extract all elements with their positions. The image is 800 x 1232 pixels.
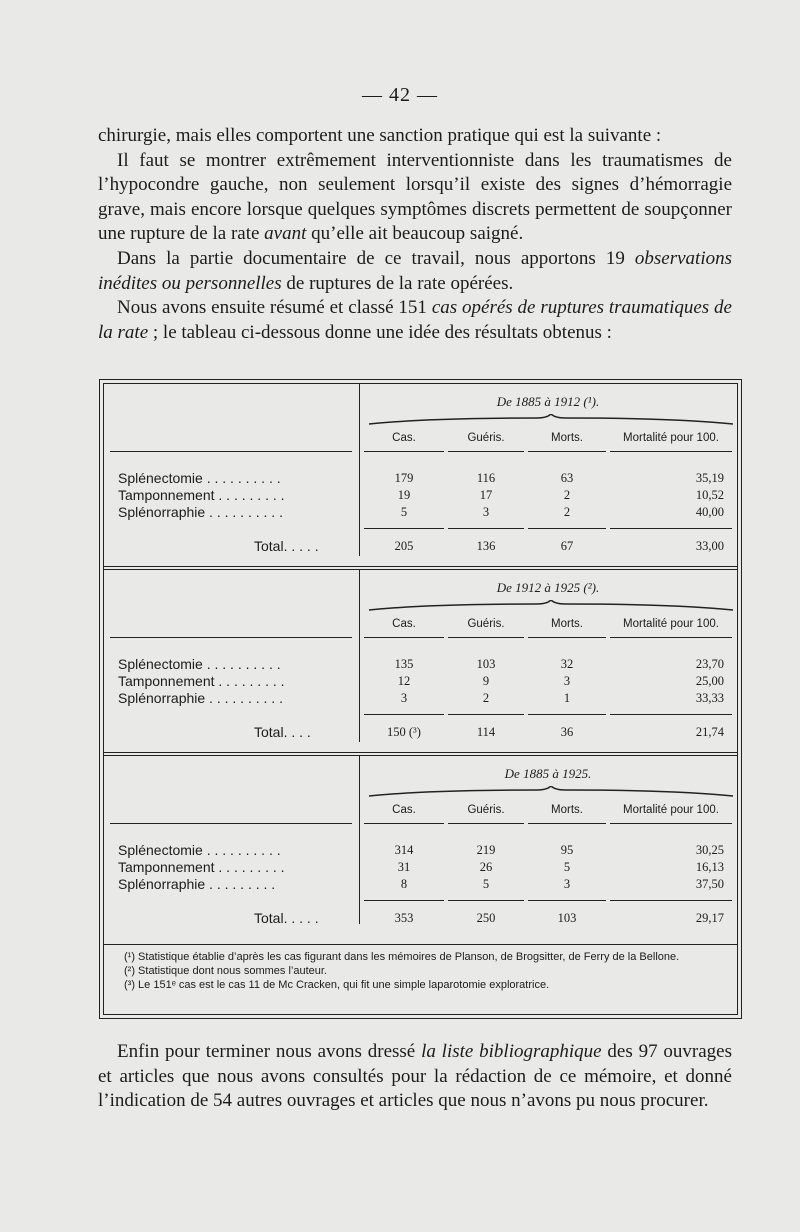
- column-rule: [448, 528, 524, 529]
- column-rule: [528, 528, 606, 529]
- table-cell: 10,52: [695, 488, 724, 502]
- total-cell: 136: [476, 539, 496, 553]
- column-rule: [364, 451, 444, 452]
- column-rule: [448, 451, 524, 452]
- row-label: Tamponnement . . . . . . . . .: [118, 859, 285, 875]
- label-rule: [110, 451, 352, 452]
- total-cell: 150 (³): [387, 725, 421, 739]
- table-cell: 31: [397, 860, 411, 874]
- column-rule: [610, 714, 732, 715]
- table-cell: 19: [397, 488, 411, 502]
- table-cell: 3: [563, 674, 571, 688]
- column-rule: [364, 900, 444, 901]
- table-cell: 40,00: [695, 505, 724, 519]
- table-cell: 37,50: [695, 877, 724, 891]
- row-label: Tamponnement . . . . . . . . .: [118, 487, 285, 503]
- column-rule: [448, 900, 524, 901]
- brace-path: [369, 414, 733, 424]
- table-cell: 30,25: [695, 843, 724, 857]
- section-separator: [104, 752, 737, 753]
- paragraph-4: Nous avons ensuite résumé et classé 151 cas opérés de ruptures traumatiques de la rate ; le tableau ci-dessous donne une idée des résultats obtenus :: [98, 297, 732, 343]
- column-header: Morts.: [551, 432, 583, 444]
- column-header: Cas.: [392, 432, 416, 444]
- paragraph-5: Enfin pour terminer nous avons dressé la liste bibliographique des 97 ouvrages et articles que nous avons consultés pour la rédaction de ce mémoire, et donné l’indication de 54 autres ouvrages et articles que nous n’avons pu nous procurer.: [98, 1041, 732, 1112]
- table-cell: 23,70: [695, 657, 724, 671]
- row-label: Splénectomie . . . . . . . . . .: [118, 842, 281, 858]
- column-rule: [364, 714, 444, 715]
- total-cell: 103: [557, 911, 577, 925]
- paragraph-1: chirurgie, mais elles comportent une sanction pratique qui est la suivante :: [98, 125, 662, 146]
- table-cell: 116: [476, 471, 496, 485]
- table-cell: 17: [479, 488, 493, 502]
- column-rule: [448, 714, 524, 715]
- table-cell: 63: [560, 471, 574, 485]
- brace-path: [369, 600, 733, 610]
- column-rule: [528, 637, 606, 638]
- table-cell: 8: [400, 877, 408, 891]
- column-rule: [364, 528, 444, 529]
- total-cell: 114: [476, 725, 496, 739]
- column-header: Morts.: [551, 804, 583, 816]
- column-header: Cas.: [392, 618, 416, 630]
- column-header: Mortalité pour 100.: [623, 432, 719, 444]
- total-cell: 29,17: [695, 911, 724, 925]
- section-separator: [104, 569, 737, 570]
- table-cell: 103: [476, 657, 496, 671]
- column-rule: [364, 823, 444, 824]
- footnote-1: (¹) Statistique établie d’après les cas figurant dans les mémoires de Planson, de Brogsitter, de Ferry de la Bellone.: [124, 951, 680, 963]
- column-header: Morts.: [551, 618, 583, 630]
- brace-path: [369, 786, 733, 796]
- footnote-2: (²) Statistique dont nous sommes l’auteur.: [124, 965, 327, 977]
- table-cell: 3: [563, 877, 571, 891]
- intro-text: [98, 124, 732, 345]
- column-rule: [528, 714, 606, 715]
- table-cell: 135: [394, 657, 414, 671]
- column-rule: [610, 900, 732, 901]
- column-rule: [528, 900, 606, 901]
- total-cell: 205: [394, 539, 414, 553]
- table-cell: 3: [400, 691, 408, 705]
- column-rule: [610, 637, 732, 638]
- table-cell: 12: [397, 674, 411, 688]
- paragraph-2: Il faut se montrer extrêmement interventionniste dans les traumatismes de l’hypocondre gauche, non seulement lorsqu’il existe des signes d’hémorragie grave, mais encore lorsque quelques symptômes discrets permettent de soupçonner une rupture de la rate avant qu’elle ait beaucoup saigné.: [98, 149, 732, 245]
- total-cell: 250: [476, 911, 496, 925]
- section-separator: [104, 566, 737, 567]
- column-rule: [610, 823, 732, 824]
- column-rule: [528, 823, 606, 824]
- total-label: Total. . . .: [254, 724, 311, 740]
- row-label: Splénorraphie . . . . . . . . . .: [118, 504, 283, 520]
- label-rule: [110, 637, 352, 638]
- total-cell: 67: [560, 539, 574, 553]
- column-header: Mortalité pour 100.: [623, 618, 719, 630]
- total-label: Total. . . . .: [254, 538, 319, 554]
- page-number: — 42 —: [362, 84, 438, 106]
- table-cell: 179: [394, 471, 414, 485]
- brace-decoration: [367, 600, 735, 612]
- table-section: [104, 570, 737, 756]
- table-cell: 2: [563, 488, 571, 502]
- table-cell: 5: [400, 505, 408, 519]
- column-rule: [610, 528, 732, 529]
- footnote-separator: [104, 944, 737, 945]
- table-section: [104, 384, 737, 570]
- row-label: Splénorraphie . . . . . . . . . .: [118, 690, 283, 706]
- total-label: Total. . . . .: [254, 910, 319, 926]
- column-header: Guéris.: [467, 618, 505, 630]
- period-heading: De 1912 à 1925 (²).: [496, 580, 600, 595]
- row-label: Tamponnement . . . . . . . . .: [118, 673, 285, 689]
- column-header: Cas.: [392, 804, 416, 816]
- brace-decoration: [367, 786, 735, 798]
- table-cell: 32: [560, 657, 574, 671]
- table-cell: 9: [482, 674, 490, 688]
- table-cell: 3: [482, 505, 490, 519]
- column-rule: [610, 451, 732, 452]
- column-header: Guéris.: [467, 804, 505, 816]
- footnote-3: (³) Le 151ᵉ cas est le cas 11 de Mc Cracken, qui fit une simple laparotomie exploratrice.: [124, 979, 550, 991]
- table-cell: 2: [563, 505, 571, 519]
- results-table: [99, 379, 742, 1019]
- results-table-inner: [103, 383, 738, 1015]
- column-rule: [528, 451, 606, 452]
- column-header: Mortalité pour 100.: [623, 804, 719, 816]
- table-cell: 95: [560, 843, 574, 857]
- table-cell: 5: [563, 860, 571, 874]
- label-rule: [110, 823, 352, 824]
- column-rule: [448, 823, 524, 824]
- table-cell: 5: [482, 877, 490, 891]
- table-cell: 1: [563, 691, 571, 705]
- column-rule: [448, 637, 524, 638]
- table-cell: 16,13: [695, 860, 724, 874]
- table-cell: 219: [476, 843, 496, 857]
- total-cell: 21,74: [695, 725, 724, 739]
- table-cell: 35,19: [695, 471, 724, 485]
- table-cell: 2: [482, 691, 490, 705]
- total-cell: 353: [394, 911, 414, 925]
- total-cell: 36: [560, 725, 574, 739]
- paragraph-3: Dans la partie documentaire de ce travail, nous apportons 19 observations inédites ou personnelles de ruptures de la rate opérées.: [98, 247, 732, 294]
- table-cell: 33,33: [695, 691, 724, 705]
- table-footnotes: [124, 950, 731, 992]
- brace-decoration: [367, 414, 735, 426]
- total-cell: 33,00: [695, 539, 724, 553]
- row-label: Splénectomie . . . . . . . . . .: [118, 470, 281, 486]
- column-header: Guéris.: [467, 432, 505, 444]
- closing-text: [98, 1040, 732, 1114]
- period-heading: De 1885 à 1912 (¹).: [496, 394, 600, 409]
- table-cell: 26: [479, 860, 493, 874]
- section-separator: [104, 755, 737, 756]
- table-cell: 25,00: [695, 674, 724, 688]
- table-section: [104, 756, 737, 942]
- period-heading: De 1885 à 1925.: [504, 766, 592, 781]
- row-label: Splénectomie . . . . . . . . . .: [118, 656, 281, 672]
- row-label: Splénorraphie . . . . . . . . .: [118, 876, 276, 892]
- column-rule: [364, 637, 444, 638]
- table-cell: 314: [394, 843, 414, 857]
